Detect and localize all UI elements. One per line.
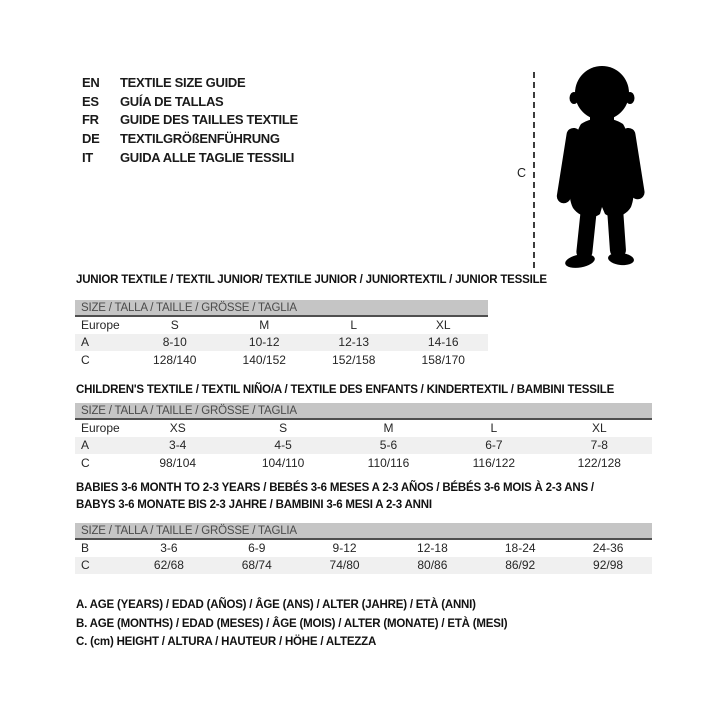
value-cell: 8-10 [130,334,220,352]
value-cell: XS [169,421,186,436]
language-code: FR [82,112,99,128]
language-label: GUIDE DES TAILLES TEXTILE [120,112,298,128]
language-list [82,74,298,168]
size-header-row [75,403,652,419]
value-cell: 68/74 [213,557,301,575]
value-cell: S [170,318,179,333]
value-cell: 110/116 [367,455,410,470]
row-label-cell: C [75,557,125,575]
value-cell: L [490,421,498,436]
language-row-fr [82,111,298,130]
table-row [75,437,652,455]
children-size-table [75,403,652,472]
value-cell: 24-36 [592,541,624,556]
babies-size-table [75,523,652,574]
value-cell: 152/158 [332,352,376,367]
value-cell: 12-13 [309,334,399,352]
value-cell: 12-18 [417,541,448,556]
toddler-silhouette-icon [543,63,659,271]
value-cell: 62/68 [125,557,213,575]
table-row [75,539,652,557]
size-header-row [75,523,652,539]
babies-title-line-2: BABYS 3-6 MONATE BIS 2-3 JAHRE / BAMBINI 3-6 MESI A 2-3 ANNI [76,499,432,511]
size-header-cell: SIZE / TALLA / TAILLE / GRÖSSE / TAGLIA [75,300,488,316]
note-age-months: B. AGE (MONTHS) / EDAD (MESES) / ÂGE (MOIS) / ALTER (MONATE) / ETÀ (MESI) [76,617,508,630]
table-row [75,557,652,575]
value-cell: 7-8 [547,437,652,455]
value-cell: 86/92 [476,557,564,575]
value-cell: 128/140 [153,352,197,367]
language-label: GUÍA DE TALLAS [120,93,224,109]
value-cell: 158/170 [421,352,465,367]
value-cell: 6-9 [248,541,266,556]
value-cell: 74/80 [301,557,389,575]
size-header-cell: SIZE / TALLA / TAILLE / GRÖSSE / TAGLIA [75,523,652,539]
size-header-cell: SIZE / TALLA / TAILLE / GRÖSSE / TAGLIA [75,403,652,419]
junior-size-table [75,300,488,369]
language-row-de [82,130,298,149]
row-label-cell: C [81,352,90,367]
value-cell: 18-24 [504,541,536,556]
value-cell: 9-12 [332,541,357,556]
legend-notes [76,596,507,652]
language-code: DE [82,131,100,147]
table-row [75,334,488,352]
value-cell: 116/122 [472,455,516,470]
babies-title-line-1: BABIES 3-6 MONTH TO 2-3 YEARS / BEBÉS 3-6 MESES A 2-3 AÑOS / BÉBÉS 3-6 MOIS À 2-3 ANS / [76,482,594,494]
value-cell: 5-6 [336,437,441,455]
value-cell: 3-4 [125,437,230,455]
language-label: TEXTILE SIZE GUIDE [120,75,246,90]
value-cell: M [259,318,270,333]
language-code: IT [82,149,93,165]
language-label: GUIDA ALLE TAGLIE TESSILI [120,149,295,165]
value-cell: L [350,318,358,333]
value-cell: 98/104 [159,455,197,470]
value-cell: 92/98 [564,557,652,575]
value-cell: 80/86 [388,557,476,575]
size-header-row [75,300,488,316]
babies-table-title [76,480,594,514]
value-cell: 4-5 [230,437,335,455]
table-row [75,316,488,334]
language-code: EN [82,75,100,90]
row-label-cell: A [75,437,125,455]
note-age-years: A. AGE (YEARS) / EDAD (AÑOS) / ÂGE (ANS) / ALTER (JAHRE) / ETÀ (ANNI) [76,599,476,611]
value-cell: 14-16 [399,334,489,352]
language-code: ES [82,93,99,109]
table-row [75,454,652,472]
value-cell: M [383,421,394,436]
value-cell: 3-6 [160,541,178,556]
children-table-title: CHILDREN'S TEXTILE / TEXTIL NIÑO/A / TEXTILE DES ENFANTS / KINDERTEXTIL / BAMBINI TESSILE [76,384,615,396]
height-measure-line [533,72,535,268]
value-cell: 140/152 [242,352,286,367]
value-cell: 6-7 [441,437,546,455]
row-label-cell: C [81,455,90,470]
junior-table-title: JUNIOR TEXTILE / TEXTIL JUNIOR/ TEXTILE JUNIOR / JUNIORTEXTIL / JUNIOR TESSILE [76,274,547,286]
value-cell: XL [591,421,607,436]
value-cell: 10-12 [220,334,310,352]
row-label-cell: Europe [81,421,120,436]
language-row-en [82,74,298,93]
row-label-cell: Europe [81,318,120,333]
row-label-cell: B [81,541,90,556]
value-cell: XL [435,318,451,333]
table-row [75,419,652,437]
row-label-cell: A [75,334,130,352]
language-row-es [82,93,298,112]
table-row [75,351,488,369]
height-measure-label: C [517,166,527,180]
language-label: TEXTILGRÖßENFÜHRUNG [120,131,280,147]
note-height: C. (cm) HEIGHT / ALTURA / HAUTEUR / HÖHE / ALTEZZA [76,636,377,649]
value-cell: S [279,421,288,436]
value-cell: 104/110 [261,455,305,470]
language-row-it [82,149,298,168]
value-cell: 122/128 [577,455,621,470]
